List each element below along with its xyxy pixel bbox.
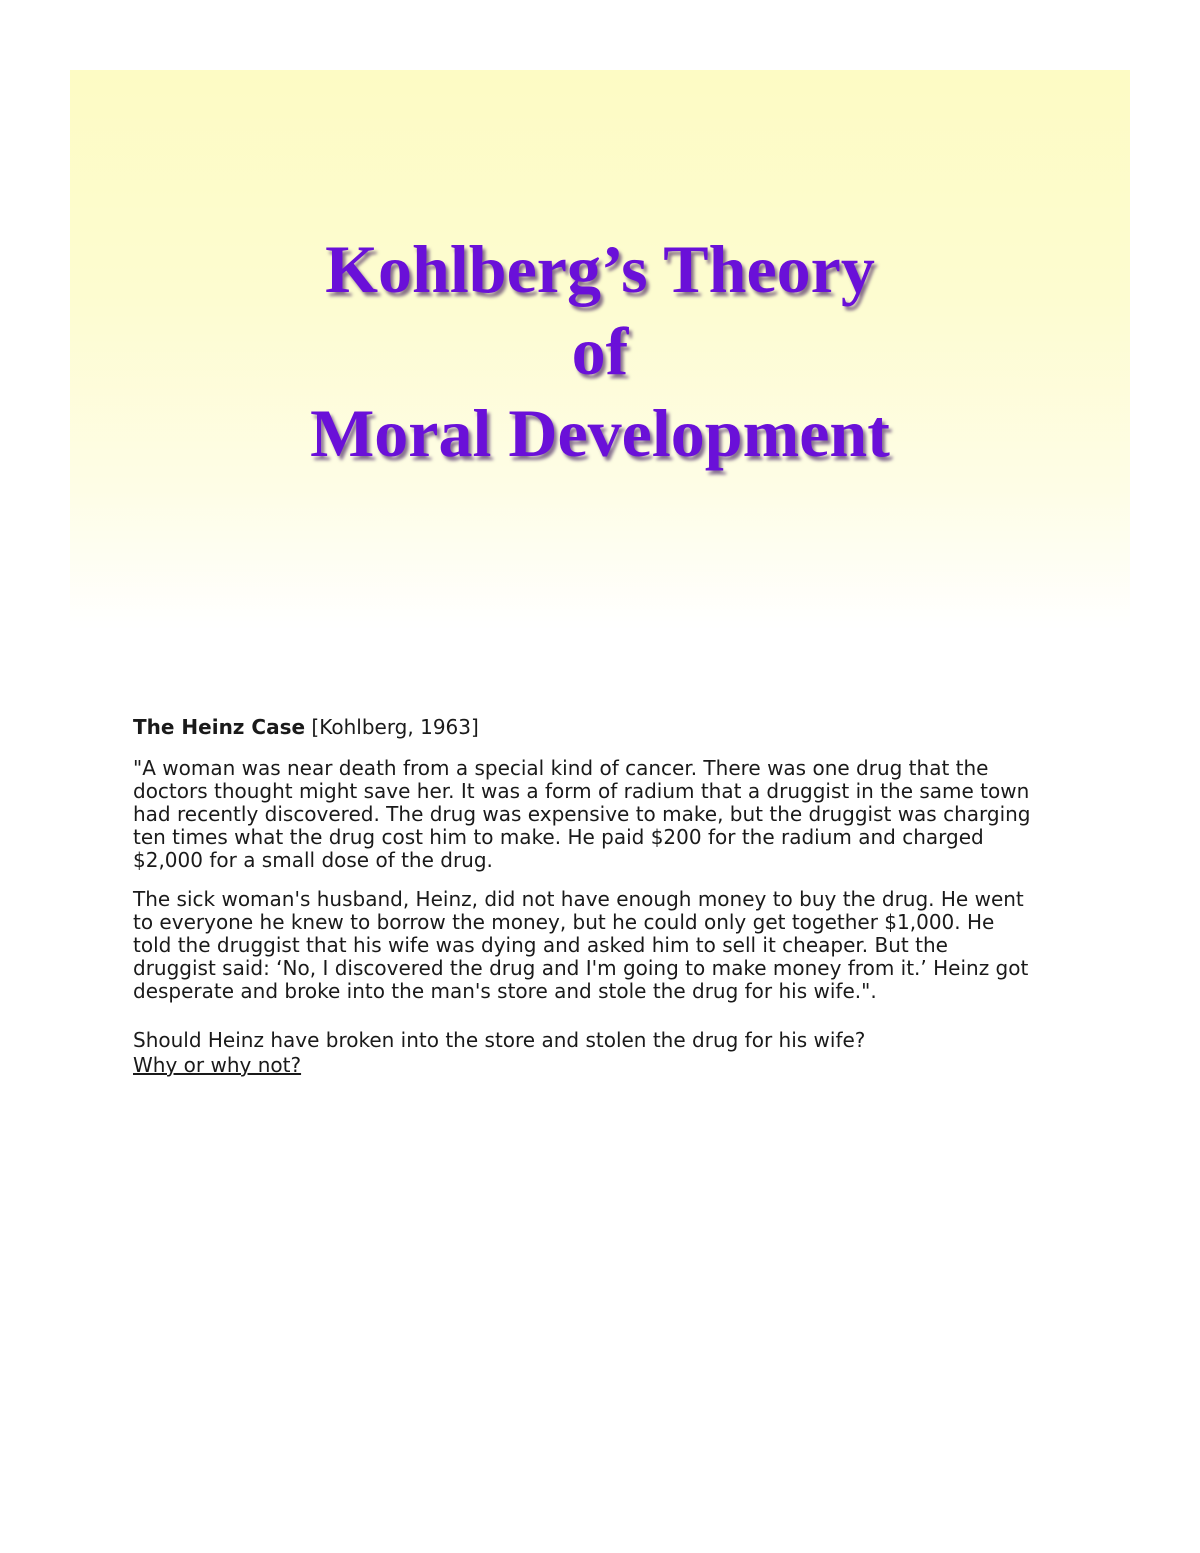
case-heading-citation: [Kohlberg, 1963]: [311, 715, 479, 739]
case-paragraph-2: The sick woman's husband, Heinz, did not have enough money to buy the drug. He went to everyone he knew to borrow the money, but he could only get together $1,000. He told the druggist that his wife was dying and asked him to sell it cheaper. But the druggist said: ‘No, I discovered the drug and I'm going to make money from it.’ Heinz got desperate and broke into the man's store and stole the drug for his wife.".: [133, 887, 1029, 1003]
case-question: Should Heinz have broken into the store and stolen the drug for his wife?: [133, 1028, 866, 1052]
title-line-3: Moral Development: [310, 395, 890, 471]
page-title: [70, 228, 1130, 474]
case-text: [133, 716, 1033, 1077]
case-heading: [133, 716, 1033, 739]
case-paragraph-1: "A woman was near death from a special kind of cancer. There was one drug that the doctors thought might save her. It was a form of radium that a druggist in the same town had recently discovered. The drug was expensive to make, but the druggist was charging ten times what the drug cost him to make. He paid $200 for the radium and charged $2,000 for a small dose of the drug.: [133, 756, 1031, 872]
case-prompt: Why or why not?: [133, 1053, 302, 1077]
title-line-2: of: [571, 313, 629, 389]
title-line-1: Kohlberg’s Theory: [325, 231, 875, 307]
case-heading-title: The Heinz Case: [133, 715, 306, 739]
